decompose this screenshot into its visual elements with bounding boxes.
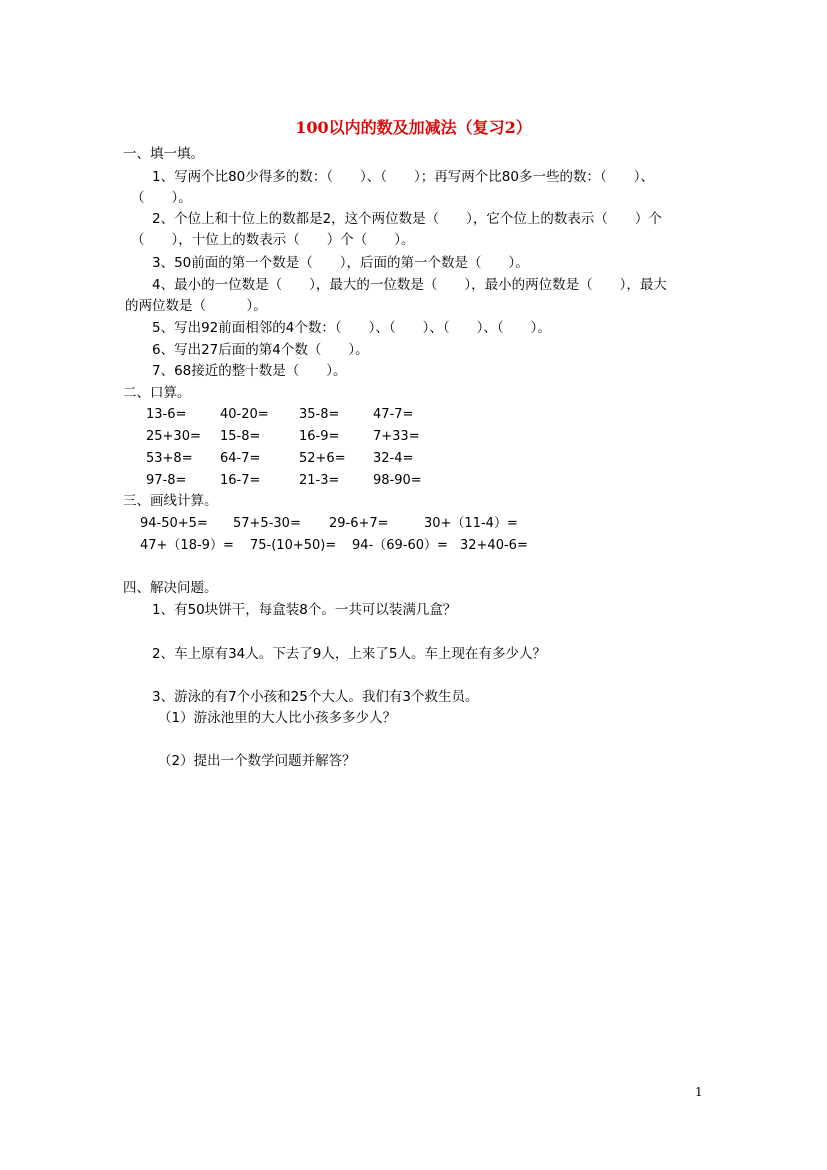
oral-calc-item: 13-6=: [146, 407, 187, 422]
oral-calc-item: 21-3=: [299, 473, 340, 488]
line-calc-item: 32+40-6=: [460, 538, 528, 553]
line-calc-item: 30+（11-4）=: [424, 516, 518, 531]
section4-heading: 四、解决问题。: [123, 580, 218, 596]
oral-calc-item: 64-7=: [220, 451, 261, 466]
section1-line: 的两位数是（ ）。: [125, 298, 267, 314]
section1-line: 1、写两个比80少得多的数：（ ）、（ ）；再写两个比80多一些的数：（ ）、: [152, 169, 654, 185]
oral-calc-item: 98-90=: [373, 473, 422, 488]
section2-heading: 二、口算。: [123, 385, 191, 401]
oral-calc-item: 32-4=: [373, 451, 414, 466]
section1-line: （ ），十位上的数表示（ ）个（ ）。: [131, 232, 415, 248]
oral-calc-item: 16-9=: [299, 429, 340, 444]
oral-calc-item: 25+30=: [146, 429, 201, 444]
problem-3-part-2: （2）提出一个数学问题并解答？: [158, 753, 356, 769]
oral-calc-item: 35-8=: [299, 407, 340, 422]
page-number: 1: [695, 1085, 703, 1099]
section1-line: 5、写出92前面相邻的4个数：（ ）、（ ）、（ ）、（ ）。: [152, 320, 551, 336]
section1-line: 2、个位上和十位上的数都是2，这个两位数是（ ），它个位上的数表示（ ）个: [152, 211, 662, 227]
line-calc-item: 94-50+5=: [140, 516, 208, 531]
oral-calc-item: 47-7=: [373, 407, 414, 422]
oral-calc-item: 97-8=: [146, 473, 187, 488]
problem-3-part-1: （1）游泳池里的大人比小孩多多少人？: [158, 710, 397, 726]
section1-line: 3、50前面的第一个数是（ ），后面的第一个数是（ ）。: [152, 255, 529, 271]
line-calc-item: 47+（18-9）=: [140, 538, 234, 553]
oral-calc-item: 40-20=: [220, 407, 269, 422]
section3-heading: 三、画线计算。: [123, 493, 218, 509]
problem-1: 1、有50块饼干，每盒装8个。一共可以装满几盒？: [152, 602, 457, 618]
problem-3: 3、游泳的有7个小孩和25个大人。我们有3个救生员。: [152, 689, 479, 705]
oral-calc-item: 15-8=: [220, 429, 261, 444]
line-calc-item: 29-6+7=: [329, 516, 389, 531]
line-calc-item: 57+5-30=: [233, 516, 301, 531]
section1-line: 4、最小的一位数是（ ），最大的一位数是（ ），最小的两位数是（ ），最大: [152, 277, 667, 293]
section1-line: （ ）。: [131, 190, 192, 206]
section1-line: 7、68接近的整十数是（ ）。: [152, 363, 347, 379]
line-calc-item: 75-(10+50)=: [250, 538, 337, 553]
line-calc-item: 94-（69-60）=: [352, 538, 448, 553]
section1-line: 6、写出27后面的第4个数（ ）。: [152, 342, 369, 358]
oral-calc-item: 16-7=: [220, 473, 261, 488]
oral-calc-item: 7+33=: [373, 429, 420, 444]
problem-2: 2、车上原有34人。下去了9人，上来了5人。车上现在有多少人？: [152, 646, 546, 662]
oral-calc-item: 53+8=: [146, 451, 193, 466]
oral-calc-item: 52+6=: [299, 451, 346, 466]
page-title: 100以内的数及加减法（复习2）: [295, 118, 532, 137]
section1-heading: 一、填一填。: [123, 146, 204, 162]
